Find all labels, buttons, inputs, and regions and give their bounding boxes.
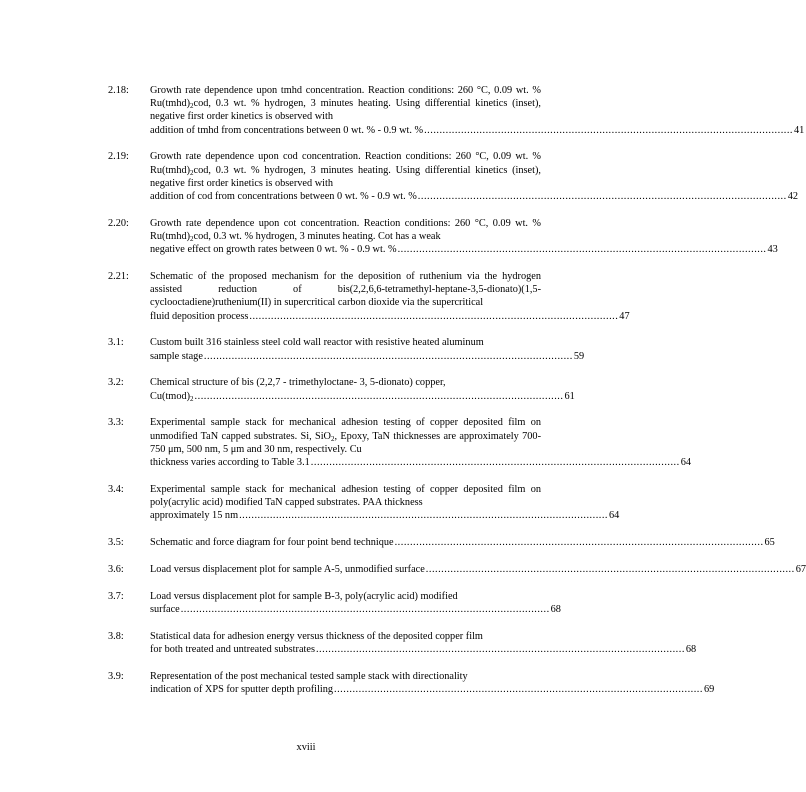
figure-caption-end: addition of cod from concentrations between 0 wt. % - 0.9 wt. % — [150, 191, 417, 203]
page-ref: 43 — [767, 244, 778, 256]
figure-entry-3-5: 3.5: Schematic and force diagram for four point bend technique ........................................................................................................................ 65 — [108, 537, 775, 549]
figure-number: 3.7: — [108, 590, 124, 602]
page-ref: 42 — [787, 191, 798, 203]
figure-number: 3.8: — [108, 630, 124, 642]
figure-entry-3-3: 3.3: Experimental sample stack for mechanical adhesion testing of copper deposited film on unmodified TaN capped substrates. Si, SiO$_2$, Epoxy, TaN thicknesses are approximately 700-750 μm, 500 nm, 5 μm and 30 nm, respectively. Cu thickness varies according to Table 3.1 ........................................................................................................................ 64 — [108, 417, 691, 469]
figure-number: 3.2: — [108, 377, 124, 389]
page-ref: 59 — [573, 350, 585, 362]
figure-caption-end: thickness varies according to Table 3.1 — [150, 457, 310, 469]
figure-entry-2-18: 2.18: Growth rate dependence upon tmhd concentration. Reaction conditions: 260 °C, 0.09 wt. % $Ru(tmhd)_2cod$, 0.3 wt. % hydrogen, 3 minutes heating. Using differential kinetics (inset), negative first order kinetics is observed with addition of tmhd from concentrations between 0 wt. % - 0.9 wt. % ........................................................................................................................ 41 — [108, 85, 805, 136]
page-ref: 65 — [764, 537, 775, 549]
figure-caption: Schematic of the proposed mechanism for the deposition of ruthenium via the hydrogen assisted reduction of bis(2,2,6,6-tetramethyl-heptane-3,5-dionato)(1,5-cyclooctadiene)ruthenium(II) in supercritical carbon dioxide via the supercritical — [150, 271, 541, 309]
figure-entry-2-21: 2.21: Schematic of the proposed mechanism for the deposition of ruthenium via the hydrogen assisted reduction of bis(2,2,6,6-tetramethyl-heptane-3,5-dionato)(1,5-cyclooctadiene)ruthenium(II) in supercritical carbon dioxide via the supercritical fluid deposition process ........................................................................................................................ 47 — [108, 271, 630, 322]
figure-caption-end: surface — [150, 603, 180, 615]
figure-number: 3.1: — [108, 337, 124, 349]
figure-caption: Custom built 316 stainless steel cold wall reactor with resistive heated aluminum — [150, 337, 484, 349]
page-ref: 64 — [608, 510, 620, 522]
figure-caption: Experimental sample stack for mechanical adhesion testing of copper deposited film on unmodified TaN capped substrates. Si, SiO$_2$, Epoxy, TaN thicknesses are approximately 700-750 μm, 500 nm, 5 μm and 30 nm, respectively. Cu — [150, 417, 541, 455]
figure-caption: Growth rate dependence upon tmhd concentration. Reaction conditions: 260 °C, 0.09 wt. % $Ru(tmhd)_2cod$, 0.3 wt. % hydrogen, 3 minutes heating. Using differential kinetics (inset), negative first order kinetics is observed with — [150, 85, 541, 123]
figure-caption: Representation of the post mechanical tested sample stack with directionality — [150, 670, 468, 682]
figure-number: 3.4: — [108, 483, 124, 495]
page-ref: 64 — [680, 457, 691, 469]
figure-entry-3-8: 3.8: Statistical data for adhesion energy versus thickness of the deposited copper film for both treated and untreated substrates ........................................................................................................................ 68 — [108, 630, 697, 655]
figure-caption: Statistical data for adhesion energy versus thickness of the deposited copper film — [150, 630, 483, 642]
figure-caption: Growth rate dependence upon cod concentration. Reaction conditions: 260 °C, 0.09 wt. % $Ru(tmhd)_2cod$, 0.3 wt. % hydrogen, 3 minutes heating. Using differential kinetics (inset), negative first order kinetics is observed with — [150, 151, 541, 189]
figure-caption-end: indication of XPS for sputter depth profiling — [150, 683, 334, 695]
figure-caption-end: negative effect on growth rates between 0 wt. % - 0.9 wt. % — [150, 244, 397, 256]
figure-caption-end: sample stage — [150, 350, 203, 362]
figure-caption-end: for both treated and untreated substrates — [150, 643, 315, 655]
page-ref: 67 — [795, 563, 806, 575]
page-ref: 47 — [619, 310, 630, 322]
figure-entry-3-4: 3.4: Experimental sample stack for mechanical adhesion testing of copper deposited film on poly(acrylic acid) modified TaN capped substrates. PAA thickness approximately 15 nm ........................................................................................................................ 64 — [108, 483, 620, 522]
figure-caption-end: Schematic and force diagram for four point bend technique — [150, 537, 394, 549]
figure-number: 3.6: — [108, 563, 124, 575]
figure-number: 2.18: — [108, 85, 129, 96]
page-ref: 69 — [703, 683, 715, 695]
figure-caption-end: Load versus displacement plot for sample A-5, unmodified surface — [150, 563, 425, 575]
page-ref: 41 — [794, 124, 805, 136]
figure-caption: Chemical structure of bis (2,2,7 - trimethyloctane- 3, 5-dionato) copper, — [150, 377, 446, 389]
figure-number: 2.20: — [108, 217, 129, 229]
figure-number: 2.19: — [108, 151, 129, 163]
figure-number: 2.21: — [108, 271, 129, 283]
figure-number: 3.9: — [108, 670, 124, 682]
figure-entry-3-9: 3.9: Representation of the post mechanical tested sample stack with directionality indication of XPS for sputter depth profiling ........................................................................................................................ 69 — [108, 670, 715, 695]
list-of-figures — [108, 84, 806, 710]
figure-entry-3-1: 3.1: Custom built 316 stainless steel cold wall reactor with resistive heated aluminum sample stage ........................................................................................................................ 59 — [108, 337, 585, 362]
figure-number: 3.5: — [108, 537, 124, 549]
figure-caption-end: addition of tmhd from concentrations between 0 wt. % - 0.9 wt. % — [150, 124, 424, 136]
figure-caption: Load versus displacement plot for sample B-3, poly(acrylic acid) modified — [150, 590, 458, 602]
page-number: xviii — [296, 742, 316, 753]
figure-caption: Growth rate dependence upon cot concentration. Reaction conditions: 260 °C, 0.09 wt. % $Ru(tmhd)_2cod$, 0.3 wt. % hydrogen, 3 minutes heating. Cot has a weak — [150, 217, 541, 244]
figure-entry-2-20: 2.20: Growth rate dependence upon cot concentration. Reaction conditions: 260 °C, 0.09 wt. % $Ru(tmhd)_2cod$, 0.3 wt. % hydrogen, 3 minutes heating. Cot has a weak negative effect on growth rates between 0 wt. % - 0.9 wt. % ........................................................................................................................ 43 — [108, 217, 778, 256]
figure-caption: Experimental sample stack for mechanical adhesion testing of copper deposited film on poly(acrylic acid) modified TaN capped substrates. PAA thickness — [150, 483, 541, 509]
figure-caption-end: fluid deposition process — [150, 310, 249, 322]
figure-number: 3.3: — [108, 417, 124, 429]
figure-entry-3-2: 3.2: Chemical structure of bis (2,2,7 - trimethyloctane- 3, 5-dionato) copper, $Cu(tmod)_2$ ........................................................................................................................ 61 — [108, 377, 575, 403]
figure-caption-end: approximately 15 nm — [150, 510, 239, 522]
page-ref: 68 — [685, 643, 697, 655]
figure-entry-3-6: 3.6: Load versus displacement plot for sample A-5, unmodified surface ........................................................................................................................ 67 — [108, 563, 806, 575]
page-ref: 68 — [550, 603, 561, 615]
figure-caption-end: $Cu(tmod)_2$ — [150, 390, 194, 403]
figure-entry-2-19: 2.19: Growth rate dependence upon cod concentration. Reaction conditions: 260 °C, 0.09 wt. % $Ru(tmhd)_2cod$, 0.3 wt. % hydrogen, 3 minutes heating. Using differential kinetics (inset), negative first order kinetics is observed with addition of cod from concentrations between 0 wt. % - 0.9 wt. % ........................................................................................................................ 42 — [108, 151, 798, 203]
page-ref: 61 — [564, 390, 575, 402]
figure-entry-3-7: 3.7: Load versus displacement plot for sample B-3, poly(acrylic acid) modified surface ........................................................................................................................ 68 — [108, 590, 561, 615]
